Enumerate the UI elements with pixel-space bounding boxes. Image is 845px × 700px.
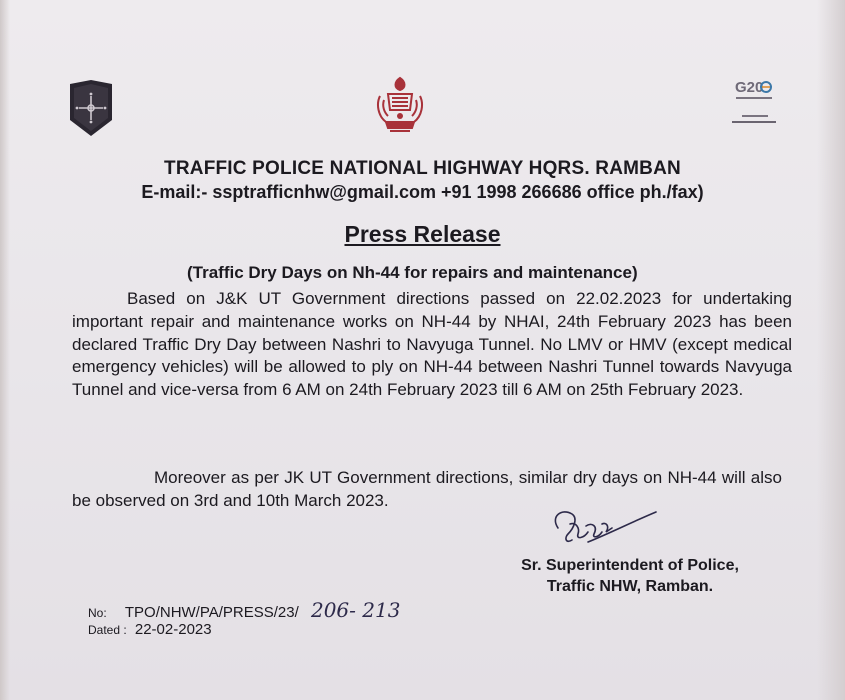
reference-no-value: TPO/NHW/PA/PRESS/23/: [124, 604, 299, 621]
signatory-designation: Sr. Superintendent of Police,: [521, 557, 739, 574]
press-release-heading: Press Release: [344, 221, 501, 247]
dated-line: [88, 621, 212, 638]
signatory-block: [505, 555, 755, 597]
dated-label: Dated :: [88, 623, 127, 637]
notice-subtitle: (Traffic Dry Days on Nh-44 for repairs and maintenance): [187, 263, 638, 282]
reference-no-label: No:: [88, 606, 107, 620]
svg-text:G20: G20: [735, 79, 764, 96]
office-title: TRAFFIC POLICE NATIONAL HIGHWAY HQRS. RAMBAN: [164, 158, 681, 179]
state-emblem-icon: [372, 76, 428, 136]
reference-number: [88, 598, 400, 622]
notice-paragraph-1: Based on J&K UT Government directions passed on 22.02.2023 for undertaking important repair and maintenance works on NH-44 by NHAI, 24th February 2023 has been declared Traffic Dry Day between Nashri to Navyuga Tunnel. No LMV or HMV (except medical emergency vehicles) will be allowed to ply on NH-44 between Nashri Tunnel towards Navyuga Tunnel and vice-versa from 6 AM on 24th February 2023 till 6 AM on 25th February 2023.: [72, 289, 792, 400]
g20-logo: [726, 76, 782, 128]
dated-value: 22-02-2023: [134, 621, 212, 638]
paper-fold-left: [0, 0, 10, 700]
notice-paragraph-2: Moreover as per JK UT Government directions, similar dry days on NH-44 will also be observed on 3rd and 10th March 2023.: [72, 468, 782, 510]
contact-line: E-mail:- ssptrafficnhw@gmail.com +91 1998 266686 office ph./fax): [141, 182, 704, 202]
signatory-office: Traffic NHW, Ramban.: [546, 578, 714, 595]
police-badge-icon: [68, 80, 114, 136]
reference-handwritten-range: 206- 213: [310, 598, 401, 622]
paper-fold-right: [817, 0, 845, 700]
